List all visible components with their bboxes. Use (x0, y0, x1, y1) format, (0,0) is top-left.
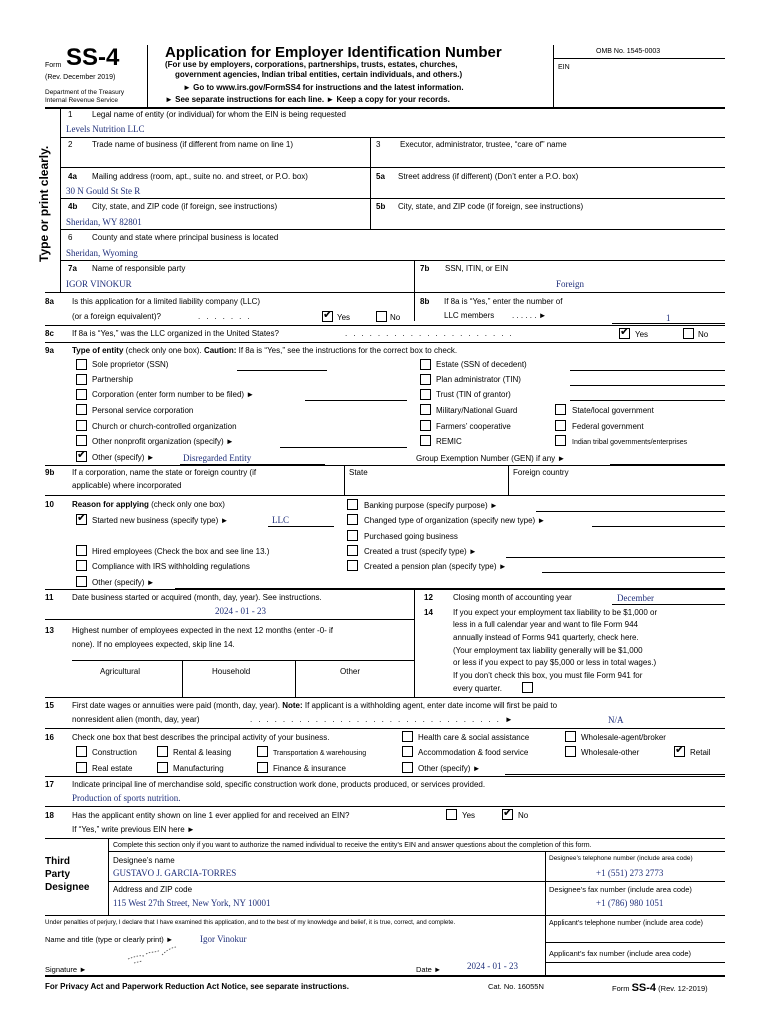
line-14-text-4: (Your employment tax liability generally will be $1,000 (453, 646, 643, 655)
line-4a-num: 4a (68, 172, 77, 181)
third-party-intro: Complete this section only if you want to authorize the named individual to receive the entity’s EIN and answer questions about the completion of this form. (113, 842, 592, 849)
ssn-itin-field[interactable]: Foreign (556, 279, 584, 289)
line-5a-label: Street address (if different) (Don’t enter a P.O. box) (398, 172, 579, 181)
wholesale-agent-checkbox[interactable] (565, 731, 576, 742)
remic-checkbox[interactable] (420, 435, 431, 446)
line-18-question: Has the applicant entity shown on line 1 ever applied for and received an EIN? (72, 811, 350, 820)
prior-ein-yes-checkbox[interactable] (446, 809, 457, 820)
farmers-coop-checkbox[interactable] (420, 420, 431, 431)
line-9b-q2: applicable) where incorporated (72, 481, 182, 490)
construction-label: Construction (92, 748, 137, 757)
created-trust-label: Created a trust (specify type) ► (364, 547, 477, 556)
other-nonprofit-label: Other nonprofit organization (specify) ► (92, 437, 234, 446)
foreign-country-label: Foreign country (513, 468, 569, 477)
line-15-q1: First date wages or annuities were paid (month, day, year). Note: If applicant is a withholding agent, enter date income will first be paid to (72, 701, 558, 710)
line-7b-label: SSN, ITIN, or EIN (445, 264, 509, 273)
trade-name-field[interactable] (66, 155, 366, 165)
dept-irs: Internal Revenue Service (45, 97, 118, 104)
business-start-date-field[interactable]: 2024 - 01 - 23 (215, 606, 266, 616)
line-8a-q1: Is this application for a limited liability company (LLC) (72, 297, 261, 306)
partnership-checkbox[interactable] (76, 374, 87, 385)
real-estate-checkbox[interactable] (76, 762, 87, 773)
dept-treasury: Department of the Treasury (45, 89, 125, 96)
started-new-business-checkbox[interactable] (76, 514, 87, 525)
construction-checkbox[interactable] (76, 746, 87, 757)
line-12-num: 12 (424, 593, 433, 602)
mailing-address-field[interactable]: 30 N Gould St Ste R (66, 186, 141, 196)
line-14-text-3: annually instead of Forms 941 quarterly, check here. (453, 633, 639, 642)
line-9b-num: 9b (45, 468, 55, 477)
hired-employees-label: Hired employees (Check the box and see line 13.) (92, 547, 270, 556)
form-word: Form (45, 62, 62, 69)
line-4a-label: Mailing address (room, apt., suite no. and street, or P.O. box) (92, 172, 308, 181)
line-5a-num: 5a (376, 172, 385, 181)
rental-leasing-label: Rental & leasing (173, 748, 232, 757)
personal-service-checkbox[interactable] (76, 404, 87, 415)
line-3-num: 3 (376, 140, 381, 149)
line-5b-num: 5b (376, 202, 386, 211)
finance-insurance-checkbox[interactable] (257, 762, 268, 773)
subtitle-1: (For use by employers, corporations, partnerships, trusts, estates, churches, (165, 60, 458, 69)
footer-form-id: Form SS-4 (Rev. 12-2019) (612, 982, 708, 994)
llc-no-checkbox[interactable] (376, 311, 387, 322)
line-2-label: Trade name of business (if different from name on line 1) (92, 140, 293, 149)
indian-tribal-label: Indian tribal governments/enterprises (572, 439, 688, 446)
household-label: Household (212, 667, 251, 676)
rev-date: (Rev. December 2019) (45, 74, 116, 81)
llc-yes-label: Yes (337, 313, 351, 322)
line-1-label: Legal name of entity (or individual) for whom the EIN is being requested (92, 110, 346, 119)
designee-address-field[interactable]: 115 West 27th Street, New York, NY 10001 (113, 898, 271, 908)
retail-label: Retail (690, 748, 711, 757)
other-employees-label: Other (340, 667, 361, 676)
federal-gov-checkbox[interactable] (555, 420, 566, 431)
church-label: Church or church-controlled organization (92, 422, 237, 431)
line-17-question: Indicate principal line of merchandise sold, specific construction work done, products produced, or services provided. (72, 780, 486, 789)
form-title: Application for Employer Identification Number (165, 44, 502, 61)
designee-tel-field[interactable]: +1 (551) 273 2773 (596, 868, 664, 878)
date-label: Date ► (416, 965, 442, 974)
city-state-zip-field[interactable]: Sheridan, WY 82801 (66, 217, 142, 227)
applicant-name-field[interactable]: Igor Vinokur (200, 934, 247, 944)
line-8c-question: If 8a is “Yes,” was the LLC organized in the United States? (72, 329, 279, 338)
changed-type-checkbox[interactable] (347, 514, 358, 525)
signature-date-field[interactable]: 2024 - 01 - 23 (467, 961, 518, 971)
third-party-title-3: Designee (45, 882, 90, 893)
perjury-statement: Under penalties of perjury, I declare that I have examined this application, and to the best of my knowledge and belief, it is true, correct, and complete. (45, 919, 456, 926)
side-label: Type or print clearly. (37, 145, 51, 262)
name-title-label: Name and title (type or clearly print) ► (45, 935, 174, 944)
line-7a-label: Name of responsible party (92, 264, 186, 273)
previous-ein-label: If “Yes,” write previous EIN here ► (72, 825, 195, 834)
line-18-num: 18 (45, 811, 54, 820)
other-entity-checkbox[interactable] (76, 451, 87, 462)
county-state-field[interactable]: Sheridan, Wyoming (66, 248, 138, 258)
line-14-text-2: less in a full calendar year and want to file Form 944 (453, 620, 638, 629)
finance-insurance-label: Finance & insurance (273, 764, 346, 773)
estate-checkbox[interactable] (420, 359, 431, 370)
us-organized-no-checkbox[interactable] (683, 328, 694, 339)
other-activity-checkbox[interactable] (402, 762, 413, 773)
prior-ein-yes-label: Yes (462, 811, 476, 820)
accommodation-checkbox[interactable] (402, 746, 413, 757)
us-no-label: No (698, 330, 709, 339)
pension-plan-checkbox[interactable] (347, 560, 358, 571)
other-reason-label: Other (specify) ► (92, 578, 155, 587)
pension-plan-label: Created a pension plan (specify type) ► (364, 562, 507, 571)
line-8b-q2: LLC members (444, 311, 495, 320)
sole-proprietor-checkbox[interactable] (76, 359, 87, 370)
third-party-title-2: Party (45, 869, 71, 880)
purchased-business-label: Purchased going business (364, 532, 458, 541)
transportation-checkbox[interactable] (257, 746, 268, 757)
subtitle-2: government agencies, Indian tribal entities, certain individuals, and others.) (175, 70, 463, 79)
gen-label: Group Exemption Number (GEN) if any ► (416, 454, 566, 463)
other-activity-label: Other (specify) ► (418, 764, 481, 773)
wholesale-other-label: Wholesale-other (581, 748, 640, 757)
applicant-fax-label: Applicant’s fax number (include area code) (549, 949, 692, 958)
form-944-checkbox[interactable] (522, 682, 533, 693)
designee-fax-field[interactable]: +1 (786) 980 1051 (596, 898, 664, 908)
church-checkbox[interactable] (76, 420, 87, 431)
line-16-num: 16 (45, 733, 54, 742)
ein-label: EIN (558, 64, 570, 71)
line-13-num: 13 (45, 626, 54, 635)
accommodation-label: Accommodation & food service (418, 748, 529, 757)
health-care-label: Health care & social assistance (418, 733, 530, 742)
third-party-title-1: Third (45, 856, 70, 867)
changed-type-label: Changed type of organization (specify new type) ► (364, 516, 546, 525)
started-new-business-label: Started new business (specify type) ► (92, 516, 229, 525)
llc-yes-checkbox[interactable] (322, 311, 333, 322)
line-9b-q1: If a corporation, name the state or foreign country (if (72, 468, 257, 477)
us-yes-label: Yes (635, 330, 649, 339)
federal-gov-label: Federal government (572, 422, 644, 431)
designee-name-field[interactable]: GUSTAVO J. GARCIA-TORRES (113, 868, 237, 878)
line-7b-num: 7b (420, 264, 430, 273)
line-8a-num: 8a (45, 297, 54, 306)
transportation-label: Transportation & warehousing (273, 750, 367, 757)
line-6-num: 6 (68, 233, 73, 242)
corporation-label: Corporation (enter form number to be filed) ► (92, 390, 255, 399)
line-11-question: Date business started or acquired (month, day, year). See instructions. (72, 593, 322, 602)
agricultural-label: Agricultural (100, 667, 141, 676)
line-17-num: 17 (45, 780, 54, 789)
remic-label: REMIC (436, 437, 462, 446)
line-5b-label: City, state, and ZIP code (if foreign, see instructions) (398, 202, 584, 211)
line-4b-num: 4b (68, 202, 78, 211)
prior-ein-no-label: No (518, 811, 529, 820)
designee-address-label: Address and ZIP code (113, 885, 193, 894)
compliance-checkbox[interactable] (76, 560, 87, 571)
line-14-text-6: If you don’t check this box, you must file Form 941 for (453, 671, 643, 680)
line-11-num: 11 (45, 593, 54, 602)
subtitle-4: ► See separate instructions for each line. ► Keep a copy for your records. (165, 95, 450, 104)
line-7a-num: 7a (68, 264, 77, 273)
line-8b-num: 8b (420, 297, 430, 306)
line-10-heading: Reason for applying (check only one box) (72, 500, 225, 509)
military-checkbox[interactable] (420, 404, 431, 415)
line-14-text-5: or less if you expect to pay $5,000 or less in total wages.) (453, 658, 657, 667)
designee-tel-label: Designee’s telephone number (include area code) (549, 855, 693, 862)
applicant-tel-label: Applicant’s telephone number (include area code) (549, 920, 703, 927)
line-15-num: 15 (45, 701, 54, 710)
legal-name-field[interactable]: Levels Nutrition LLC (66, 124, 145, 134)
corporation-checkbox[interactable] (76, 389, 87, 400)
signature-label: Signature ► (45, 965, 87, 974)
designee-fax-label: Designee’s fax number (include area code) (549, 885, 692, 894)
subtitle-3: ► Go to www.irs.gov/FormSS4 for instructions and the latest information. (183, 83, 464, 92)
line-13-q2: none). If no employees expected, skip line 14. (72, 640, 235, 649)
line-14-text-7: every quarter. (453, 684, 502, 693)
line-14-num: 14 (424, 608, 433, 617)
other-nonprofit-checkbox[interactable] (76, 435, 87, 446)
closing-month-field[interactable]: December (617, 593, 654, 603)
other-entity-label: Other (specify) ► (92, 453, 155, 462)
estate-label: Estate (SSN of decedent) (436, 360, 527, 369)
line-10-num: 10 (45, 500, 54, 509)
line-14-text-1: If you expect your employment tax liability to be $1,000 or (453, 608, 658, 617)
merchandise-field[interactable]: Production of sports nutrition. (72, 793, 181, 803)
business-type-field[interactable]: LLC (272, 515, 289, 525)
privacy-notice: For Privacy Act and Paperwork Reduction Act Notice, see separate instructions. (45, 982, 349, 991)
catalog-number: Cat. No. 16055N (488, 982, 544, 991)
omb-number: OMB No. 1545-0003 (596, 48, 661, 55)
real-estate-label: Real estate (92, 764, 133, 773)
line-15-q2: nonresident alien (month, day, year) (72, 715, 200, 724)
line-9a-heading: Type of entity (check only one box). Caution: If 8a is “Yes,” see the instructions for the correct box to check. (72, 346, 458, 355)
state-local-gov-label: State/local government (572, 406, 654, 415)
health-care-checkbox[interactable] (402, 731, 413, 742)
line-9a-num: 9a (45, 346, 54, 355)
rental-leasing-checkbox[interactable] (157, 746, 168, 757)
line-1-num: 1 (68, 110, 73, 119)
handwritten-signature (126, 941, 186, 965)
retail-checkbox[interactable] (674, 746, 685, 757)
created-trust-checkbox[interactable] (347, 545, 358, 556)
hired-employees-checkbox[interactable] (76, 545, 87, 556)
compliance-label: Compliance with IRS withholding regulations (92, 562, 250, 571)
farmers-coop-label: Farmers’ cooperative (436, 422, 511, 431)
us-organized-yes-checkbox[interactable] (619, 328, 630, 339)
indian-tribal-checkbox[interactable] (555, 435, 566, 446)
line-3-label: Executor, administrator, trustee, “care of” name (400, 140, 567, 149)
form-number: SS-4 (66, 44, 120, 71)
line-16-question: Check one box that best describes the principal activity of your business. (72, 733, 330, 742)
first-wages-date-field[interactable]: N/A (608, 715, 624, 725)
line-8c-num: 8c (45, 329, 54, 338)
trust-label: Trust (TIN of grantor) (436, 390, 511, 399)
other-reason-checkbox[interactable] (76, 576, 87, 587)
line-8a-q2: (or a foreign equivalent)? (72, 312, 161, 321)
manufacturing-label: Manufacturing (173, 764, 224, 773)
plan-admin-label: Plan administrator (TIN) (436, 375, 521, 384)
state-local-gov-checkbox[interactable] (555, 404, 566, 415)
line-2-num: 2 (68, 140, 73, 149)
banking-purpose-checkbox[interactable] (347, 499, 358, 510)
line-4b-label: City, state, and ZIP code (if foreign, see instructions) (92, 202, 278, 211)
llc-no-label: No (390, 313, 401, 322)
designee-name-label: Designee’s name (113, 856, 175, 865)
line-6-label: County and state where principal business is located (92, 233, 279, 242)
wholesale-agent-label: Wholesale-agent/broker (581, 733, 666, 742)
plan-admin-checkbox[interactable] (420, 374, 431, 385)
military-label: Military/National Guard (436, 406, 518, 415)
other-entity-field[interactable]: Disregarded Entity (183, 453, 252, 463)
care-of-field[interactable] (376, 155, 716, 165)
banking-purpose-label: Banking purpose (specify purpose) ► (364, 501, 498, 510)
purchased-business-checkbox[interactable] (347, 530, 358, 541)
partnership-label: Partnership (92, 375, 133, 384)
wholesale-other-checkbox[interactable] (565, 746, 576, 757)
line-8b-q1: If 8a is “Yes,” enter the number of (444, 297, 563, 306)
trust-checkbox[interactable] (420, 389, 431, 400)
manufacturing-checkbox[interactable] (157, 762, 168, 773)
personal-service-label: Personal service corporation (92, 406, 194, 415)
prior-ein-no-checkbox[interactable] (502, 809, 513, 820)
llc-members-field[interactable]: 1 (666, 313, 671, 323)
state-label: State (349, 468, 368, 477)
sole-proprietor-label: Sole proprietor (SSN) (92, 360, 169, 369)
responsible-party-field[interactable]: IGOR VINOKUR (66, 279, 132, 289)
line-13-q1: Highest number of employees expected in the next 12 months (enter -0- if (72, 626, 334, 635)
line-12-question: Closing month of accounting year (453, 593, 572, 602)
